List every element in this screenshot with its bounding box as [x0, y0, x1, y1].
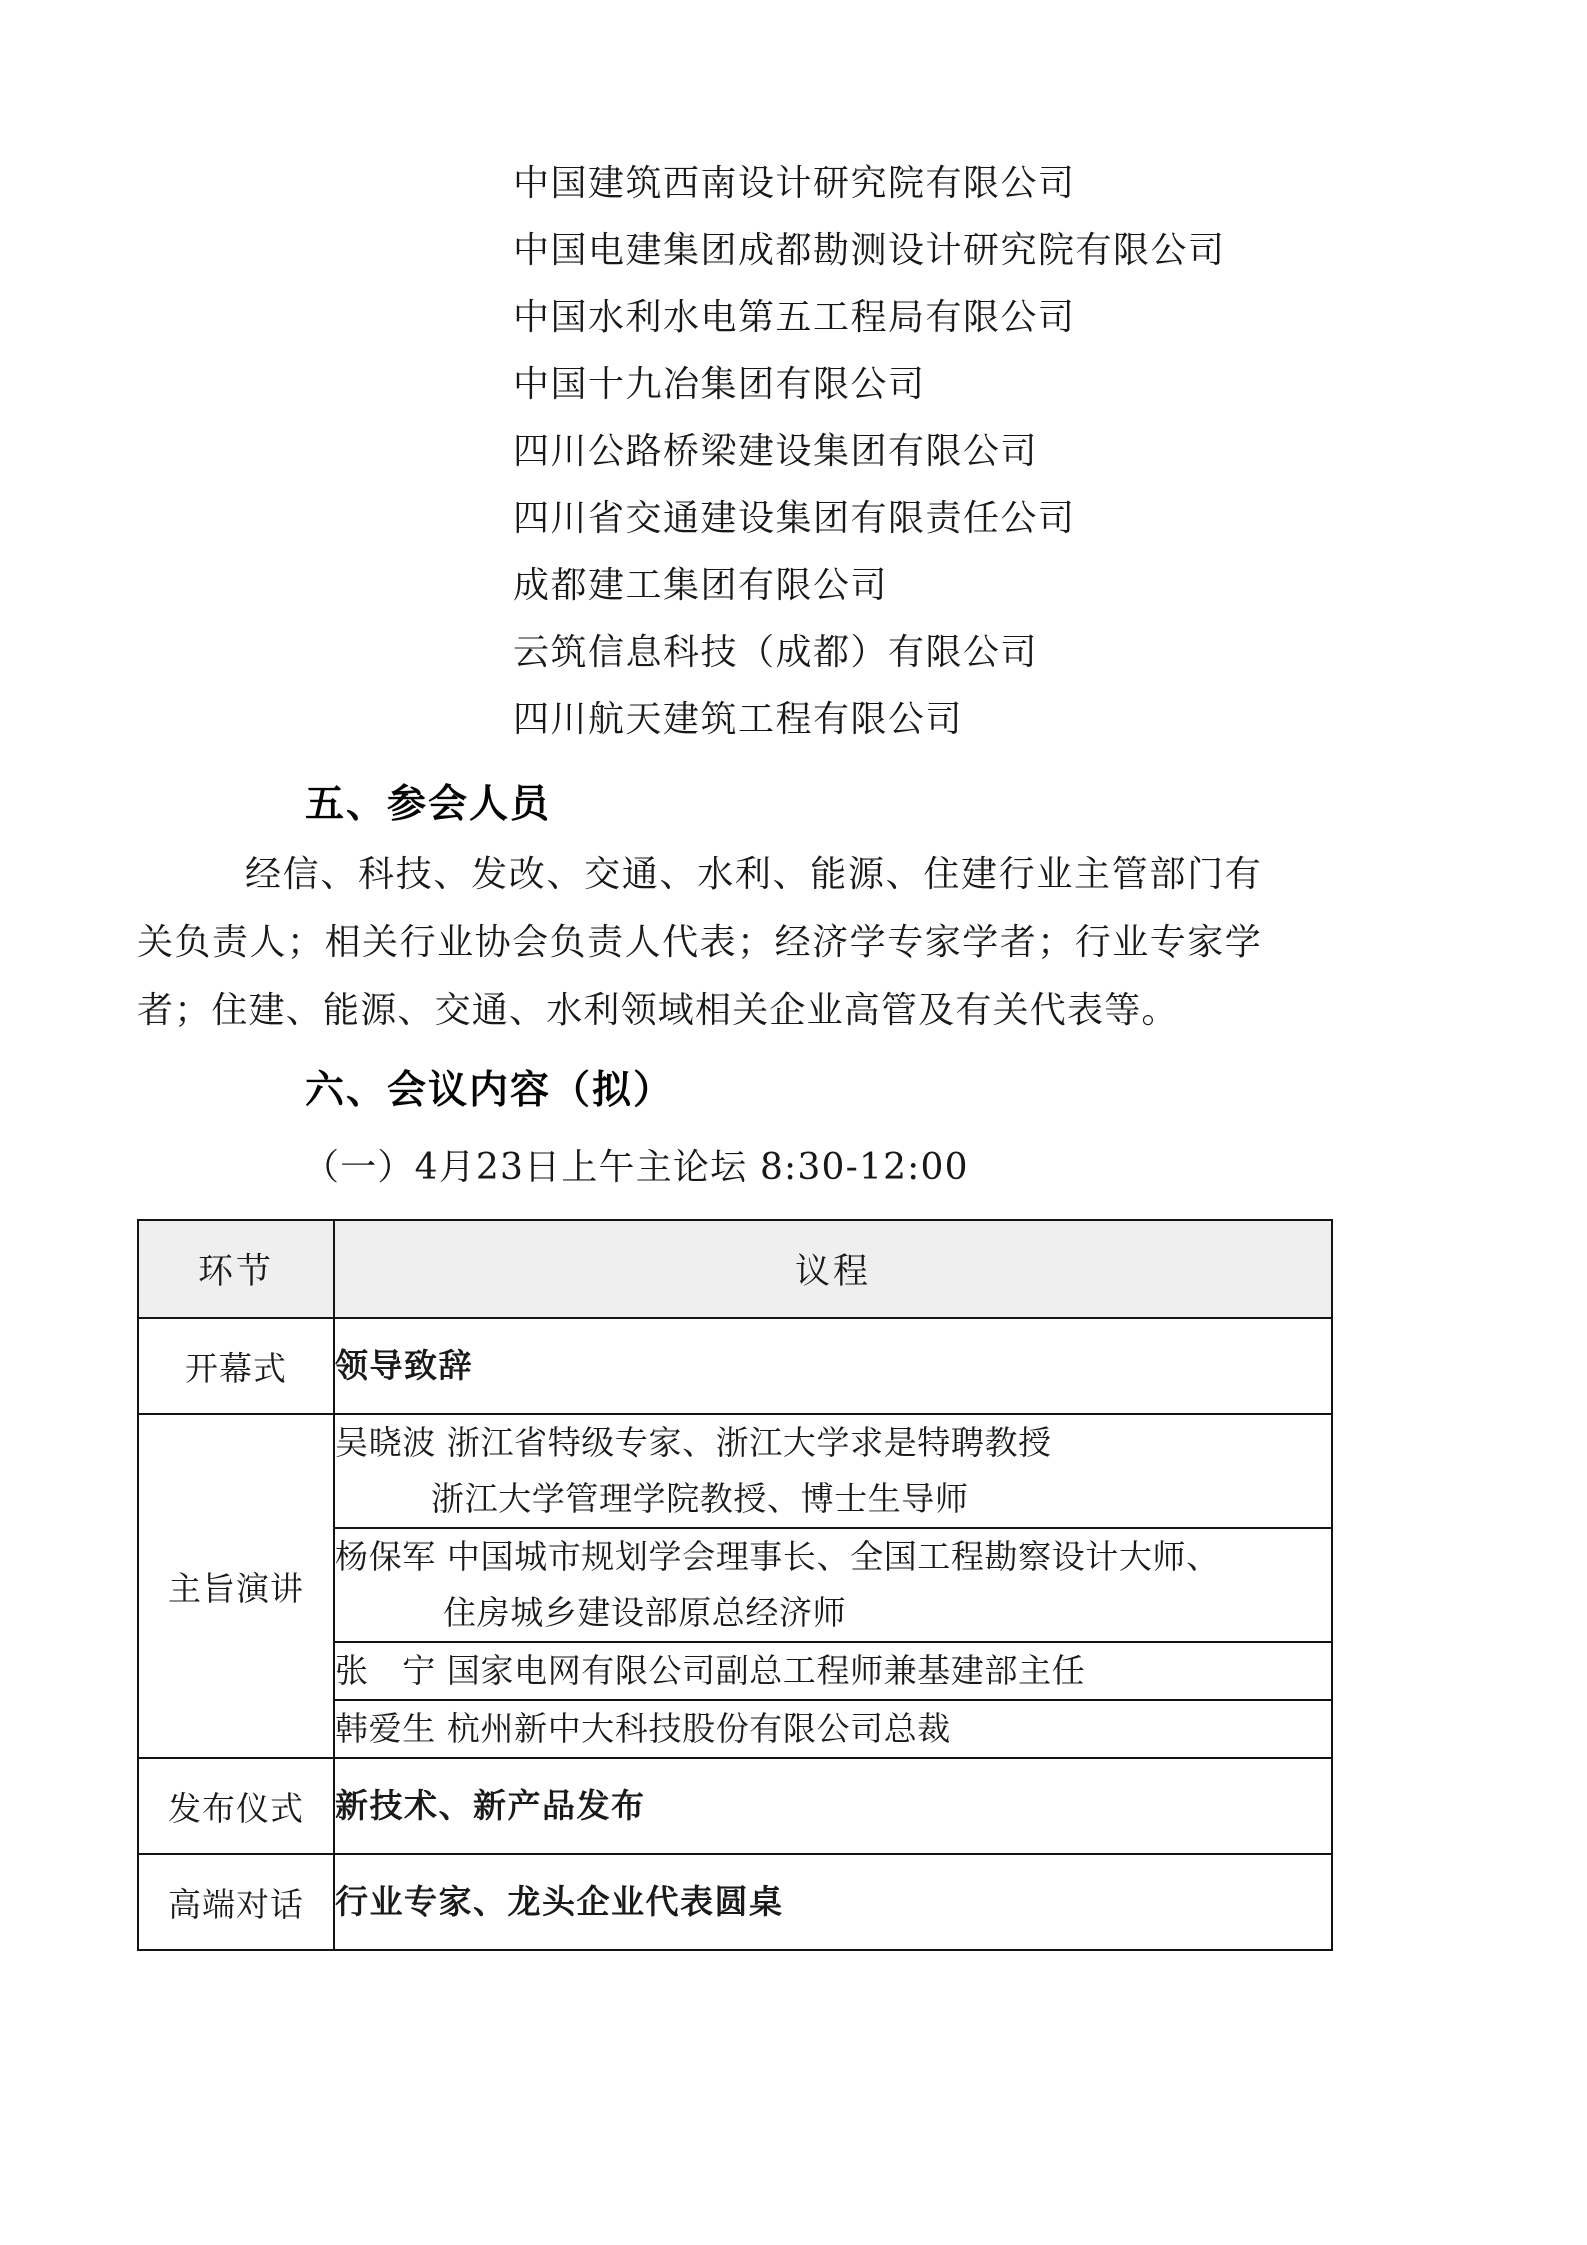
speaker-line: 吴晓波 浙江省特级专家、浙江大学求是特聘教授: [335, 1423, 1052, 1462]
agenda-cell: [334, 1528, 1332, 1642]
agenda-cell: [334, 1414, 1332, 1528]
section-six-sub-heading: （一）4月23日上午主论坛 8:30-12:00: [303, 1147, 969, 1188]
list-item: 云筑信息科技（成都）有限公司: [513, 632, 1039, 673]
section-heading-five: 五、参会人员: [305, 782, 552, 827]
column-header-stage: 环节: [138, 1220, 334, 1318]
table-row: [138, 1318, 1332, 1414]
column-header-agenda: 议程: [334, 1220, 1332, 1318]
stage-cell: 高端对话: [138, 1854, 334, 1950]
table-header-row: [138, 1220, 1332, 1318]
stage-cell: 开幕式: [138, 1318, 334, 1414]
agenda-table: [137, 1219, 1333, 1951]
speaker-line-continuation: 浙江大学管理学院教授、博士生导师: [431, 1479, 969, 1518]
list-item: 中国电建集团成都勘测设计研究院有限公司: [513, 230, 1226, 271]
agenda-table-body: [138, 1318, 1332, 1950]
list-item: 中国十九冶集团有限公司: [513, 364, 926, 405]
section-five-paragraph: 经信、科技、发改、交通、水利、能源、住建行业主管部门有关负责人；相关行业协会负责人代表；经济学专家学者；行业专家学者；住建、能源、交通、水利领域相关企业高管及有关代表等。: [137, 854, 1262, 1031]
speaker-line-continuation: 住房城乡建设部原总经济师: [443, 1593, 847, 1632]
agenda-cell: 领导致辞: [334, 1318, 1332, 1414]
table-row: [138, 1414, 1332, 1528]
agenda-table-head: [138, 1220, 1332, 1318]
table-row: [138, 1854, 1332, 1950]
list-item: 四川省交通建设集团有限责任公司: [513, 498, 1076, 539]
list-item: 成都建工集团有限公司: [513, 565, 889, 606]
organization-list: [195, 150, 1395, 753]
stage-cell: 发布仪式: [138, 1758, 334, 1854]
agenda-cell: [334, 1642, 1332, 1700]
speaker-line: 张 宁 国家电网有限公司副总工程师兼基建部主任: [335, 1651, 1086, 1690]
table-row: [138, 1758, 1332, 1854]
list-item: 中国建筑西南设计研究院有限公司: [513, 163, 1076, 204]
stage-cell: 主旨演讲: [138, 1414, 334, 1758]
agenda-table-container: [137, 1219, 1395, 1951]
agenda-cell: [334, 1700, 1332, 1758]
agenda-cell: 行业专家、龙头企业代表圆桌: [334, 1854, 1332, 1950]
list-item: 四川航天建筑工程有限公司: [513, 699, 964, 740]
agenda-cell: 新技术、新产品发布: [334, 1758, 1332, 1854]
list-item: 四川公路桥梁建设集团有限公司: [513, 431, 1039, 472]
section-heading-six: 六、会议内容（拟）: [305, 1068, 675, 1113]
speaker-line: 杨保军 中国城市规划学会理事长、全国工程勘察设计大师、: [335, 1537, 1220, 1576]
speaker-line: 韩爱生 杭州新中大科技股份有限公司总裁: [335, 1709, 951, 1748]
page-content: [137, 150, 1395, 1951]
list-item: 中国水利水电第五工程局有限公司: [513, 297, 1076, 338]
